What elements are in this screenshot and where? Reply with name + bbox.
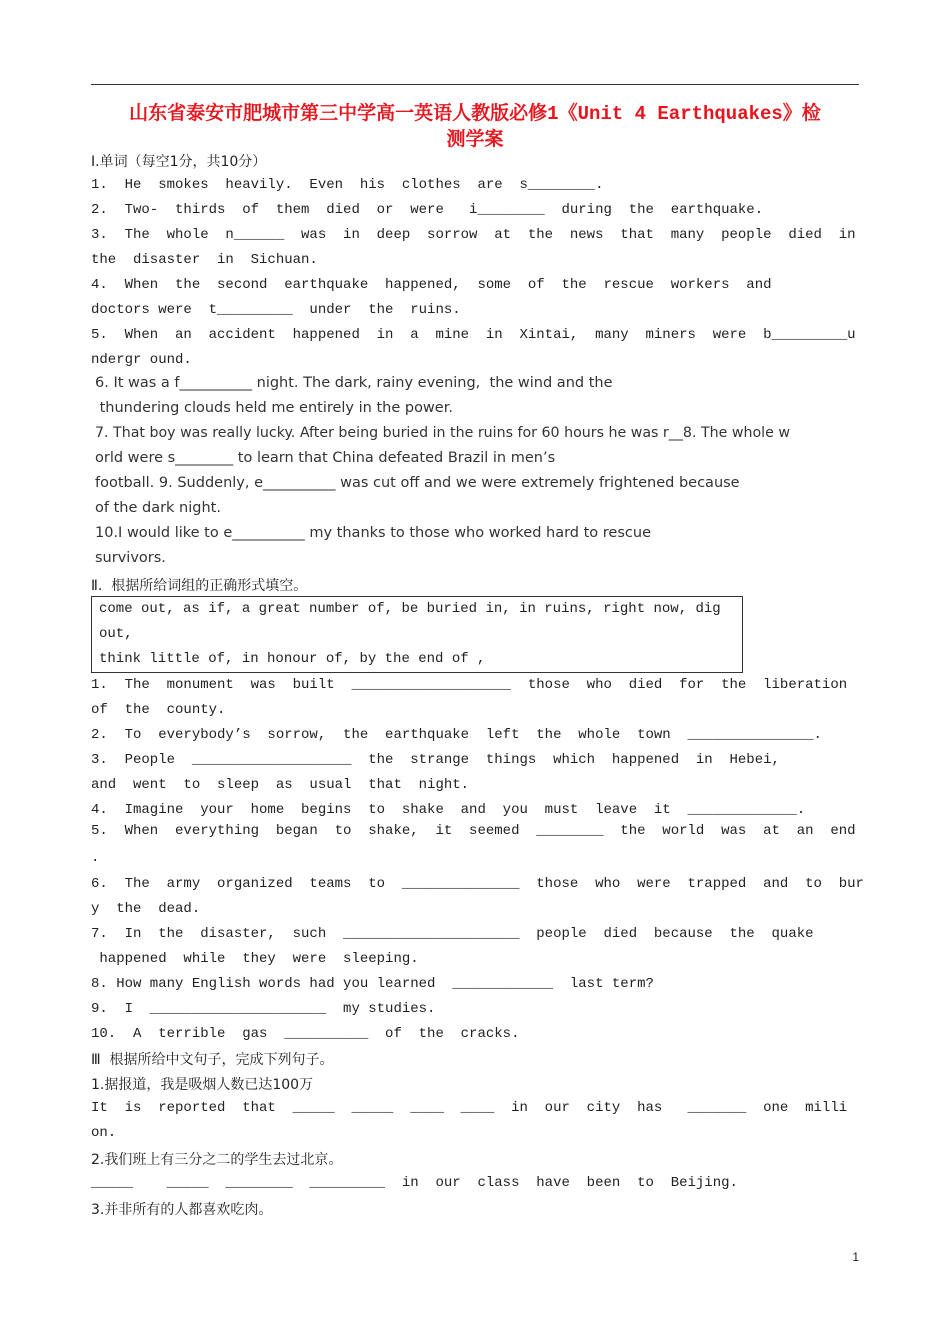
section1-line: 5. When an accident happened in a mine in Xintai, many miners were b_________u (91, 327, 856, 343)
section1-line: 3. The whole n______ was in deep sorrow at the news that many people died in (91, 227, 856, 243)
section2-line: happened while they were sleeping. (91, 951, 419, 967)
section2-line: 7. In the disaster, such _____________________ people died because the quake (91, 926, 814, 942)
phrase-box-line: come out, as if, a great number of, be buried in, in ruins, right now, dig (99, 601, 721, 617)
section2-heading: Ⅱ. 根据所给词组的正确形式填空。 (91, 578, 308, 594)
section2-line: 8. How many English words had you learned ____________ last term? (91, 976, 654, 992)
section3-line: It is reported that _____ _____ ____ ____ in our city has _______ one milli (91, 1100, 848, 1116)
section1-sans-line: thundering clouds held me entirely in the power. (95, 400, 453, 416)
section1-line: the disaster in Sichuan. (91, 252, 318, 268)
section1-sans-line: 6. It was a f__________ night. The dark, rainy evening, the wind and the (95, 375, 613, 391)
section1-sans-line: survivors. (95, 550, 166, 566)
page-title-cont: 测学案 (446, 129, 504, 151)
section1-line: doctors were t_________ under the ruins. (91, 302, 461, 318)
section1-line: 2. Two- thirds of them died or were i________ during the earthquake. (91, 202, 764, 218)
section1-heading: Ⅰ.单词（每空1分，共10分） (91, 154, 267, 170)
section3-line: 3.并非所有的人都喜欢吃肉。 (91, 1202, 273, 1218)
section2-line: 10. A terrible gas __________ of the cracks. (91, 1026, 520, 1042)
top-rule (91, 84, 859, 85)
page-number: 1 (852, 1250, 859, 1264)
section2-line: 3. People ___________________ the strange things which happened in Hebei, (91, 752, 780, 768)
section2-line: 4. Imagine your home begins to shake and you must leave it _____________. (91, 802, 806, 818)
section3-line: 1.据报道，我是吸烟人数已达100万 (91, 1077, 314, 1093)
section2-line: of the county. (91, 702, 226, 718)
section1-sans-line: football. 9. Suddenly, e__________ was cut off and we were extremely frightened because (95, 475, 740, 491)
section1-line: ndergr ound. (91, 352, 192, 368)
section2-line: 9. I _____________________ my studies. (91, 1001, 436, 1017)
section1-sans-line: 10.I would like to e__________ my thanks to those who worked hard to rescue (95, 525, 651, 541)
section3-line: on. (91, 1125, 117, 1141)
phrase-box-line: out, (99, 626, 133, 642)
section2-line: . (91, 850, 100, 866)
section2-line: y the dead. (91, 901, 201, 917)
section1-sans-line: orld were s________ to learn that China defeated Brazil in men’s (95, 450, 556, 466)
section2-line: 6. The army organized teams to ______________ those who were trapped and to bur (91, 876, 864, 892)
section2-line: 2. To everybody’s sorrow, the earthquake left the whole town _______________. (91, 727, 822, 743)
section1-sans-line: 7. That boy was really lucky. After being buried in the ruins for 60 hours he was r__8. The whole w (95, 425, 790, 441)
section1-line: 1. He smokes heavily. Even his clothes are s________. (91, 177, 604, 193)
section3-line: _____ _____ ________ _________ in our class have been to Beijing. (91, 1175, 738, 1191)
section1-sans-line: of the dark night. (95, 500, 221, 516)
page-title: 山东省泰安市肥城市第三中学高一英语人教版必修1《Unit 4 Earthquakes》检 (129, 103, 821, 125)
phrase-box-line: think little of, in honour of, by the end of , (99, 651, 486, 667)
section2-line: 5. When everything began to shake, it seemed ________ the world was at an end (91, 823, 856, 839)
section2-line: and went to sleep as usual that night. (91, 777, 470, 793)
section2-line: 1. The monument was built ___________________ those who died for the liberation (91, 677, 848, 693)
section1-line: 4. When the second earthquake happened, some of the rescue workers and (91, 277, 772, 293)
section3-line: 2.我们班上有三分之二的学生去过北京。 (91, 1152, 343, 1168)
section3-heading: Ⅲ 根据所给中文句子，完成下列句子。 (91, 1052, 334, 1068)
